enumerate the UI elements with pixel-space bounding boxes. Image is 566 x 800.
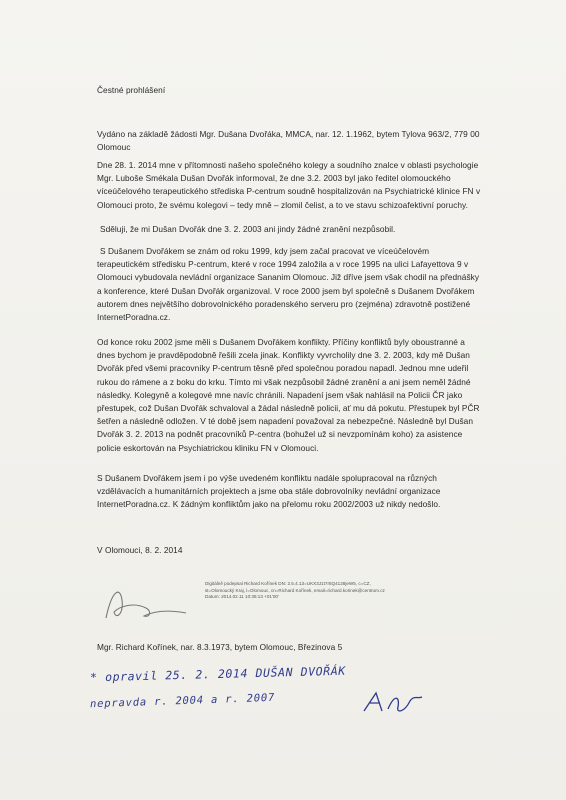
paragraph-statement: Sděluji, že mi Dušan Dvořák dne 3. 2. 2003 ani jindy žádné zranění nezpůsobil.: [100, 224, 396, 234]
document-title: Čestné prohlášení: [97, 85, 166, 95]
digital-signature-block: [100, 580, 385, 630]
digital-signature-text: Digitálně podepsal Richard Kořínek DN: 2.5.4.13=UKX3J1t7r5Q4128jeW5, c=CZ, st=Olomoucký Kraj, l=Olomouc, cn=Richard Kořínek, email=richard.korinek@centrum.cz Datum: 2014.02.11 10:36:13 +01'00': [205, 581, 385, 600]
paragraph-cooperation: S Dušanem Dvořákem jsem i po výše uvedeném konfliktu nadále spolupracoval na různých vzdělávacích a humanitárních projektech a jsme oba stále dobrovolníky nevládní organizace InternetPoradna.cz. K žádným konfliktům jako na přelomu roku 2002/2003 už nikdy nedošlo.: [97, 473, 441, 510]
handwritten-note-line1: * opravil 25. 2. 2014 DUŠAN DVOŘÁK: [89, 663, 346, 685]
paragraph-background: S Dušanem Dvořákem se znám od roku 1999, kdy jsem začal pracovat ve víceúčelovém terapeutickém středisku P-centrum, které v roce 1994 založila a v roce 1995 na ulici Lafayettova 9 v Olomouci vybudovala nevládní organizace Sananim Olomouc. Již dříve jsem však chodil na přednášky a konference, které Dušan Dvořák organizoval. V roce 2000 jsem byl společně s Dušanem Dvořákem autorem dnes největšího dobrovolnického poradenského serveru pro (zejména) zdravotně postižené InternetPoradna.cz.: [97, 246, 480, 323]
place-date: V Olomouci, 8. 2. 2014: [97, 545, 183, 555]
signature-scribble: [100, 580, 195, 625]
handwritten-initials: [360, 687, 430, 717]
paragraph-incident-claim: Dne 28. 1. 2014 mne v přítomnosti našeho společného kolegy a soudního znalce v oblasti psychologie Mgr. Luboše Smékala Dušan Dvořák informoval, že dne 3.2. 2003 byl jako ředitel olomouckého víceúčelového terapeutického střediska P-centrum soudně hospitalizován na Psychiatrické klinice FN v Olomouci proto, že svému kolegovi – tedy mně – zlomil čelist, a to ve stavu schizoafektivní poruchy.: [97, 160, 481, 210]
handwritten-annotation: [90, 655, 430, 735]
paragraph-conflicts: Od konce roku 2002 jsme měli s Dušanem Dvořákem konflikty. Příčiny konfliktů byly oboustranné a dnes bychom je pravděpodobně řešili zcela jinak. Konflikty vyvrcholily dne 3. 2. 2003, kdy mě Dušan Dvořák před všemi pracovníky P-centrum těsně před společnou poradou napadl. Jednou mne udeřil rukou do rámene a z boku do krku. Tímto mi však nezpůsobil žádné zranění a ani jsem neměl žádné následky. Kolegyně a kolegové mne navíc chránili. Napadení jsem však nahlásil na Policii ČR jako přestupek, což Dušan Dvořák schvaloval a žádal následně policii, ať mu dá pokutu. Přestupek byl PČR šetřen a následně odložen. V té době jsem napadení považoval za nebezpečné. Následně byl Dušan Dvořák 3. 2. 2013 na podnět pracovníků P-centra (bohužel už si nevzpomínám koho) za asistence policie eskortován na Psychiatrickou kliniku FN v Olomouci.: [97, 337, 480, 453]
signatory-line: Mgr. Richard Kořínek, nar. 8.3.1973, bytem Olomouc, Březinova 5: [97, 642, 343, 652]
paragraph-request: Vydáno na základě žádosti Mgr. Dušana Dvořáka, MMCA, nar. 12. 1.1962, bytem Tylova 963/2, 779 00 Olomouc: [97, 129, 480, 153]
handwritten-note-line2: nepravda r. 2004 a r. 2007: [89, 691, 276, 711]
